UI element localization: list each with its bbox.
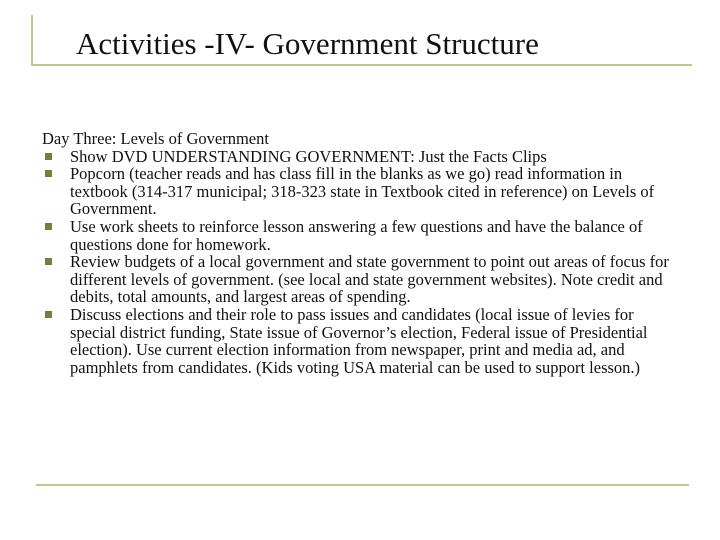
bullet-text: Use work sheets to reinforce lesson answering a few questions and have the balance of questions done for homework. xyxy=(70,216,643,254)
bullet-list xyxy=(42,148,682,377)
slide-content xyxy=(42,130,682,376)
bullet-item-elections xyxy=(42,306,682,376)
bullet-item-budgets xyxy=(42,253,682,306)
square-bullet-icon xyxy=(45,311,52,318)
title-rule-horizontal xyxy=(31,64,692,66)
bullet-text: Show DVD UNDERSTANDING GOVERNMENT: Just the Facts Clips xyxy=(70,146,547,166)
bullet-item-dvd xyxy=(42,148,682,166)
slide-title: Activities -IV- Government Structure xyxy=(76,26,539,61)
square-bullet-icon xyxy=(45,170,52,177)
bullet-text: Discuss elections and their role to pass issues and candidates (local issue of levies for special district funding, State issue of Governor’s election, Federal issue of Presidential election). Use current election information from newspaper, print and media ad, and pamphlets from candidates. (Kids voting USA material can be used to support lesson.) xyxy=(70,304,648,377)
title-rule-vertical xyxy=(31,15,33,65)
intro-line: Day Three: Levels of Government xyxy=(42,129,269,148)
footer-rule xyxy=(36,484,689,486)
bullet-item-popcorn xyxy=(42,165,682,218)
bullet-text: Review budgets of a local government and state government to point out areas of focus for different levels of government. (see local and state government websites). Note credit and debits, total amounts, and largest areas of spending. xyxy=(70,252,669,307)
square-bullet-icon xyxy=(45,153,52,160)
square-bullet-icon xyxy=(45,258,52,265)
square-bullet-icon xyxy=(45,223,52,230)
bullet-item-worksheets xyxy=(42,218,682,253)
bullet-text: Popcorn (teacher reads and has class fill in the blanks as we go) read information in textbook (314-317 municipal; 318-323 state in Textbook cited in reference) on Levels of Government. xyxy=(70,164,655,219)
